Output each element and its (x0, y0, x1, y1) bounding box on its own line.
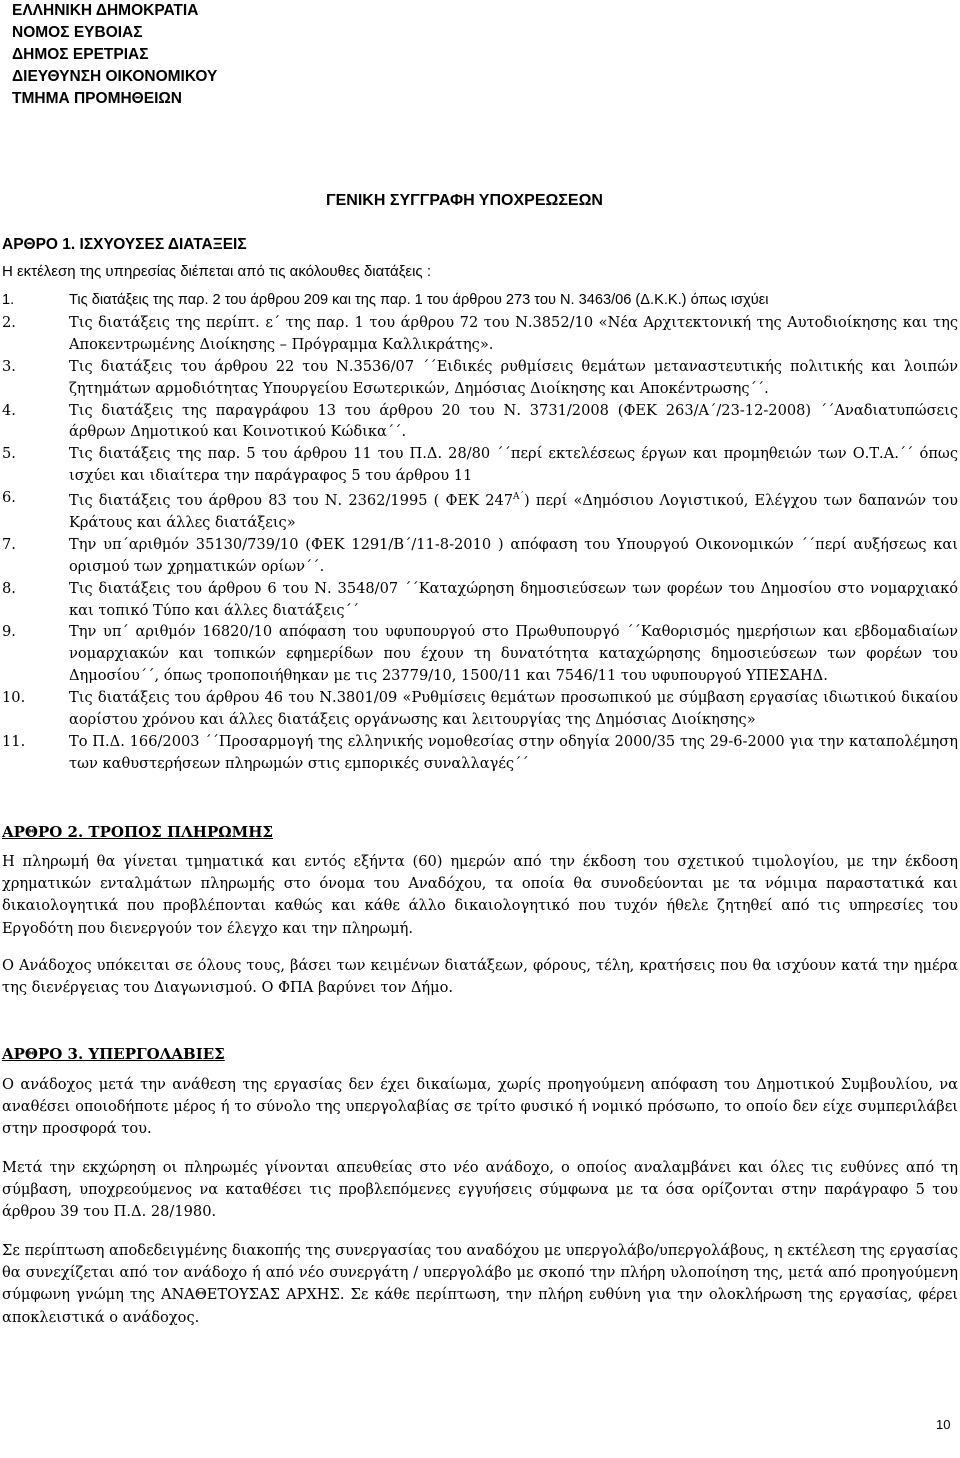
list-item-superscript: Α΄ (513, 492, 525, 503)
article-1-title: ΑΡΘΡΟ 1. ΙΣΧΥΟΥΣΕΣ ΔΙΑΤΑΞΕΙΣ (2, 236, 247, 253)
issuer-header (12, 0, 217, 110)
list-item-text (69, 487, 958, 534)
list-item (0, 621, 960, 687)
list-item-number: 6. (2, 489, 16, 507)
list-item (0, 356, 960, 400)
list-item (0, 687, 960, 731)
list-item (0, 731, 960, 775)
list-item-number: 8. (2, 579, 16, 597)
header-line-department: ΤΜΗΜΑ ΠΡΟΜΗΘΕΙΩΝ (12, 90, 183, 107)
list-item-text: Τις διατάξεις του άρθρου 22 του Ν.3536/07 ΄΄Ειδικές ρυθμίσεις θεμάτων μεταναστευτικής πολιτικής και λοιπών ζητημάτων αρμοδιότητας Υπουργείου Εσωτερικών, Δημόσιας Διοίκησης και Αποκέντρωσης΄΄. (69, 357, 958, 397)
list-item-number: 4. (2, 401, 16, 419)
list-item (0, 443, 960, 487)
list-item-text: Την υπ΄ αριθμόν 16820/10 απόφαση του υφυπουργού στο Πρωθυπουργό ΄΄Καθορισμός ημερήσιων και εβδομαδιαίων νομαρχιακών και τοπικών εφημερίδων που έχουν τη δυνατότητα καταχώρησης δημοσιεύσεων των φορέων του Δημοσίου΄΄, όπως τροποποιήθηκαν με τις 23779/10, 1500/11 και 7546/11 του υφυπουργού ΥΠΕΣΑΗΔ. (69, 623, 958, 685)
list-item-number: 9. (2, 623, 16, 641)
list-item-number: 10. (2, 689, 26, 707)
document-title: ΓΕΝΙΚΗ ΣΥΓΓΡΑΦΗ ΥΠΟΧΡΕΩΣΕΩΝ (326, 192, 603, 209)
list-item (0, 578, 960, 622)
list-item-text: Τις διατάξεις της παρ. 2 του άρθρου 209 και της παρ. 1 του άρθρου 273 του Ν. 3463/06 (Δ.Κ.Κ.) όπως ισχύει (69, 292, 769, 308)
article-3-paragraph-1: Ο ανάδοχος μετά την ανάθεση της εργασίας δεν έχει δικαίωμα, χωρίς προηγούμενη απόφαση του Δημοτικού Συμβουλίου, να αναθέσει οποιοδήποτε μέρος ή το σύνολο της υπεργολαβίας σε τρίτο φυσικό ή νομικό πρόσωπο, το οποίο δεν είχε συμπεριλάβει στην προσφορά του. (2, 1076, 958, 1138)
header-line-municipality: ΔΗΜΟΣ ΕΡΕΤΡΙΑΣ (12, 46, 149, 63)
list-item-text: Τις διατάξεις της περίπτ. ε΄ της παρ. 1 του άρθρου 72 του Ν.3852/10 «Νέα Αρχιτεκτονική της Αυτοδιοίκησης και της Αποκεντρωμένης Διοίκησης – Πρόγραμμα Καλλικράτης». (69, 313, 958, 353)
article-3-title: ΑΡΘΡΟ 3. ΥΠΕΡΓΟΛΑΒΙΕΣ (2, 1045, 225, 1063)
list-item-number: 11. (2, 732, 26, 750)
list-item-text: Την υπ΄αριθμόν 35130/739/10 (ΦΕΚ 1291/Β΄/11-8-2010 ) απόφαση του Υπουργού Οικονομικών ΄΄περί αυξήσεως και ορισμού των χρηματικών ορίων΄΄. (69, 535, 958, 575)
list-item (0, 534, 960, 578)
article-3-paragraph-3: Σε περίπτωση αποδεδειγμένης διακοπής της συνεργασίας του αναδόχου με υπεργολάβο/υπεργολάβους, η εκτέλεση της εργασίας θα συνεχίζεται από τον ανάδοχο ή από νέο συνεργάτη / υπεργολάβο με σκοπό την πλήρη υλοποίηση της, μετά από προηγούμενη σύμφωνη γνώμη της ΑΝΑΘΕΤΟΥΣΑΣ ΑΡΧΗΣ. Σε κάθε περίπτωση, την πλήρη ευθύνη για την ολοκλήρωση της εργασίας, φέρει αποκλειστικά ο ανάδοχος. (2, 1242, 958, 1326)
list-item-text-part: ) περί «Δημόσιου Λογιστικού, Ελέγχου των δαπανών του Κράτους και άλλες διατάξεις» (69, 492, 958, 531)
list-item (0, 487, 960, 534)
list-item-text: Τις διατάξεις του άρθρου 6 του Ν. 3548/07 ΄΄Καταχώρηση δημοσιεύσεων των φορέων του Δημοσίου στο νομαρχιακό και τοπικό Τύπο και άλλες διατάξεις΄΄ (69, 579, 958, 619)
list-item-text: Το Π.Δ. 166/2003 ΄΄Προσαρμογή της ελληνικής νομοθεσίας στην οδηγία 2000/35 της 29-6-2000 για την καταπολέμηση των καθυστερήσεων πληρωμών στις εμπορικές συναλλαγές΄΄ (69, 732, 958, 772)
article-2-paragraph-2: Ο Ανάδοχος υπόκειται σε όλους τους, βάσει των κειμένων διατάξεων, φόρους, τέλη, κρατήσεις που θα ισχύουν κατά την ημέρα της διενέργειας του Διαγωνισμού. Ο ΦΠΑ βαρύνει τον Δήμο. (2, 957, 958, 997)
article-2-paragraph-1: Η πληρωμή θα γίνεται τμηματικά και εντός εξήντα (60) ημερών από την έκδοση του σχετικού τιμολογίου, με την έκδοση χρηματικών ενταλμάτων πληρωμής στο όνομα του Αναδόχου, τα οποία θα συνοδεύονται με τα νόμιμα παραστατικά και δικαιολογητικά που προβλέπονται καθώς και κάθε άλλο δικαιολογητικό που τυχόν ήθελε ζητηθεί από τις υπηρεσίες του Εργοδότη που διενεργούν τον έλεγχο και την πληρωμή. (2, 853, 958, 937)
list-item-text-part: Τις διατάξεις του άρθρου 83 του Ν. 2362/1995 ( ΦΕΚ 247 (69, 492, 514, 510)
list-item-number: 2. (2, 313, 16, 331)
list-item-number: 7. (2, 535, 16, 553)
list-item (0, 312, 960, 356)
article-1-intro: Η εκτέλεση της υπηρεσίας διέπεται από τις ακόλουθες διατάξεις : (2, 263, 431, 280)
list-item (0, 400, 960, 444)
header-line-country: ΕΛΛΗΝΙΚΗ ΔΗΜΟΚΡΑΤΙΑ (12, 2, 199, 19)
list-item (0, 290, 960, 312)
page-number: 10 (936, 1417, 951, 1432)
header-line-prefecture: ΝΟΜΟΣ ΕΥΒΟΙΑΣ (12, 24, 143, 41)
provisions-list (0, 290, 960, 775)
header-line-directorate: ΔΙΕΥΘΥΝΣΗ ΟΙΚΟΝΟΜΙΚΟΥ (12, 68, 218, 85)
list-item-text: Τις διατάξεις της παραγράφου 13 του άρθρου 20 του Ν. 3731/2008 (ΦΕΚ 263/Α΄/23-12-2008) ΄΄Αναδιατυπώσεις άρθρων Δημοτικού και Κοινοτικού Κώδικα΄΄. (69, 401, 958, 441)
list-item-number: 5. (2, 445, 16, 463)
list-item-text: Τις διατάξεις του άρθρου 46 του Ν.3801/09 «Ρυθμίσεις θεμάτων προσωπικού με σύμβαση εργασίας ιδιωτικού δικαίου αορίστου χρόνου και άλλες διατάξεις οργάνωσης και λειτουργίας της Δημόσιας Διοίκησης» (69, 689, 958, 729)
article-2-title: ΑΡΘΡΟ 2. ΤΡΟΠΟΣ ΠΛΗΡΩΜΗΣ (2, 823, 273, 841)
list-item-number: 3. (2, 357, 16, 375)
list-item-text: Τις διατάξεις της παρ. 5 του άρθρου 11 του Π.Δ. 28/80 ΄΄περί εκτελέσεως έργων και προμηθειών των Ο.Τ.Α.΄΄ όπως ισχύει και ιδιαίτερα την παράγραφος 5 του άρθρου 11 (69, 445, 958, 485)
list-item-number: 1. (2, 292, 15, 308)
article-3-paragraph-2: Μετά την εκχώρηση οι πληρωμές γίνονται απευθείας στο νέο ανάδοχο, ο οποίος αναλαμβάνει και όλες τις ευθύνες από τη σύμβαση, υποχρεούμενος να καταθέσει τις προβλεπόμενες εγγυήσεις σύμφωνα με τα όσα ορίζονται στην παράγραφο 5 του άρθρου 39 του Π.Δ. 28/1980. (2, 1159, 958, 1221)
